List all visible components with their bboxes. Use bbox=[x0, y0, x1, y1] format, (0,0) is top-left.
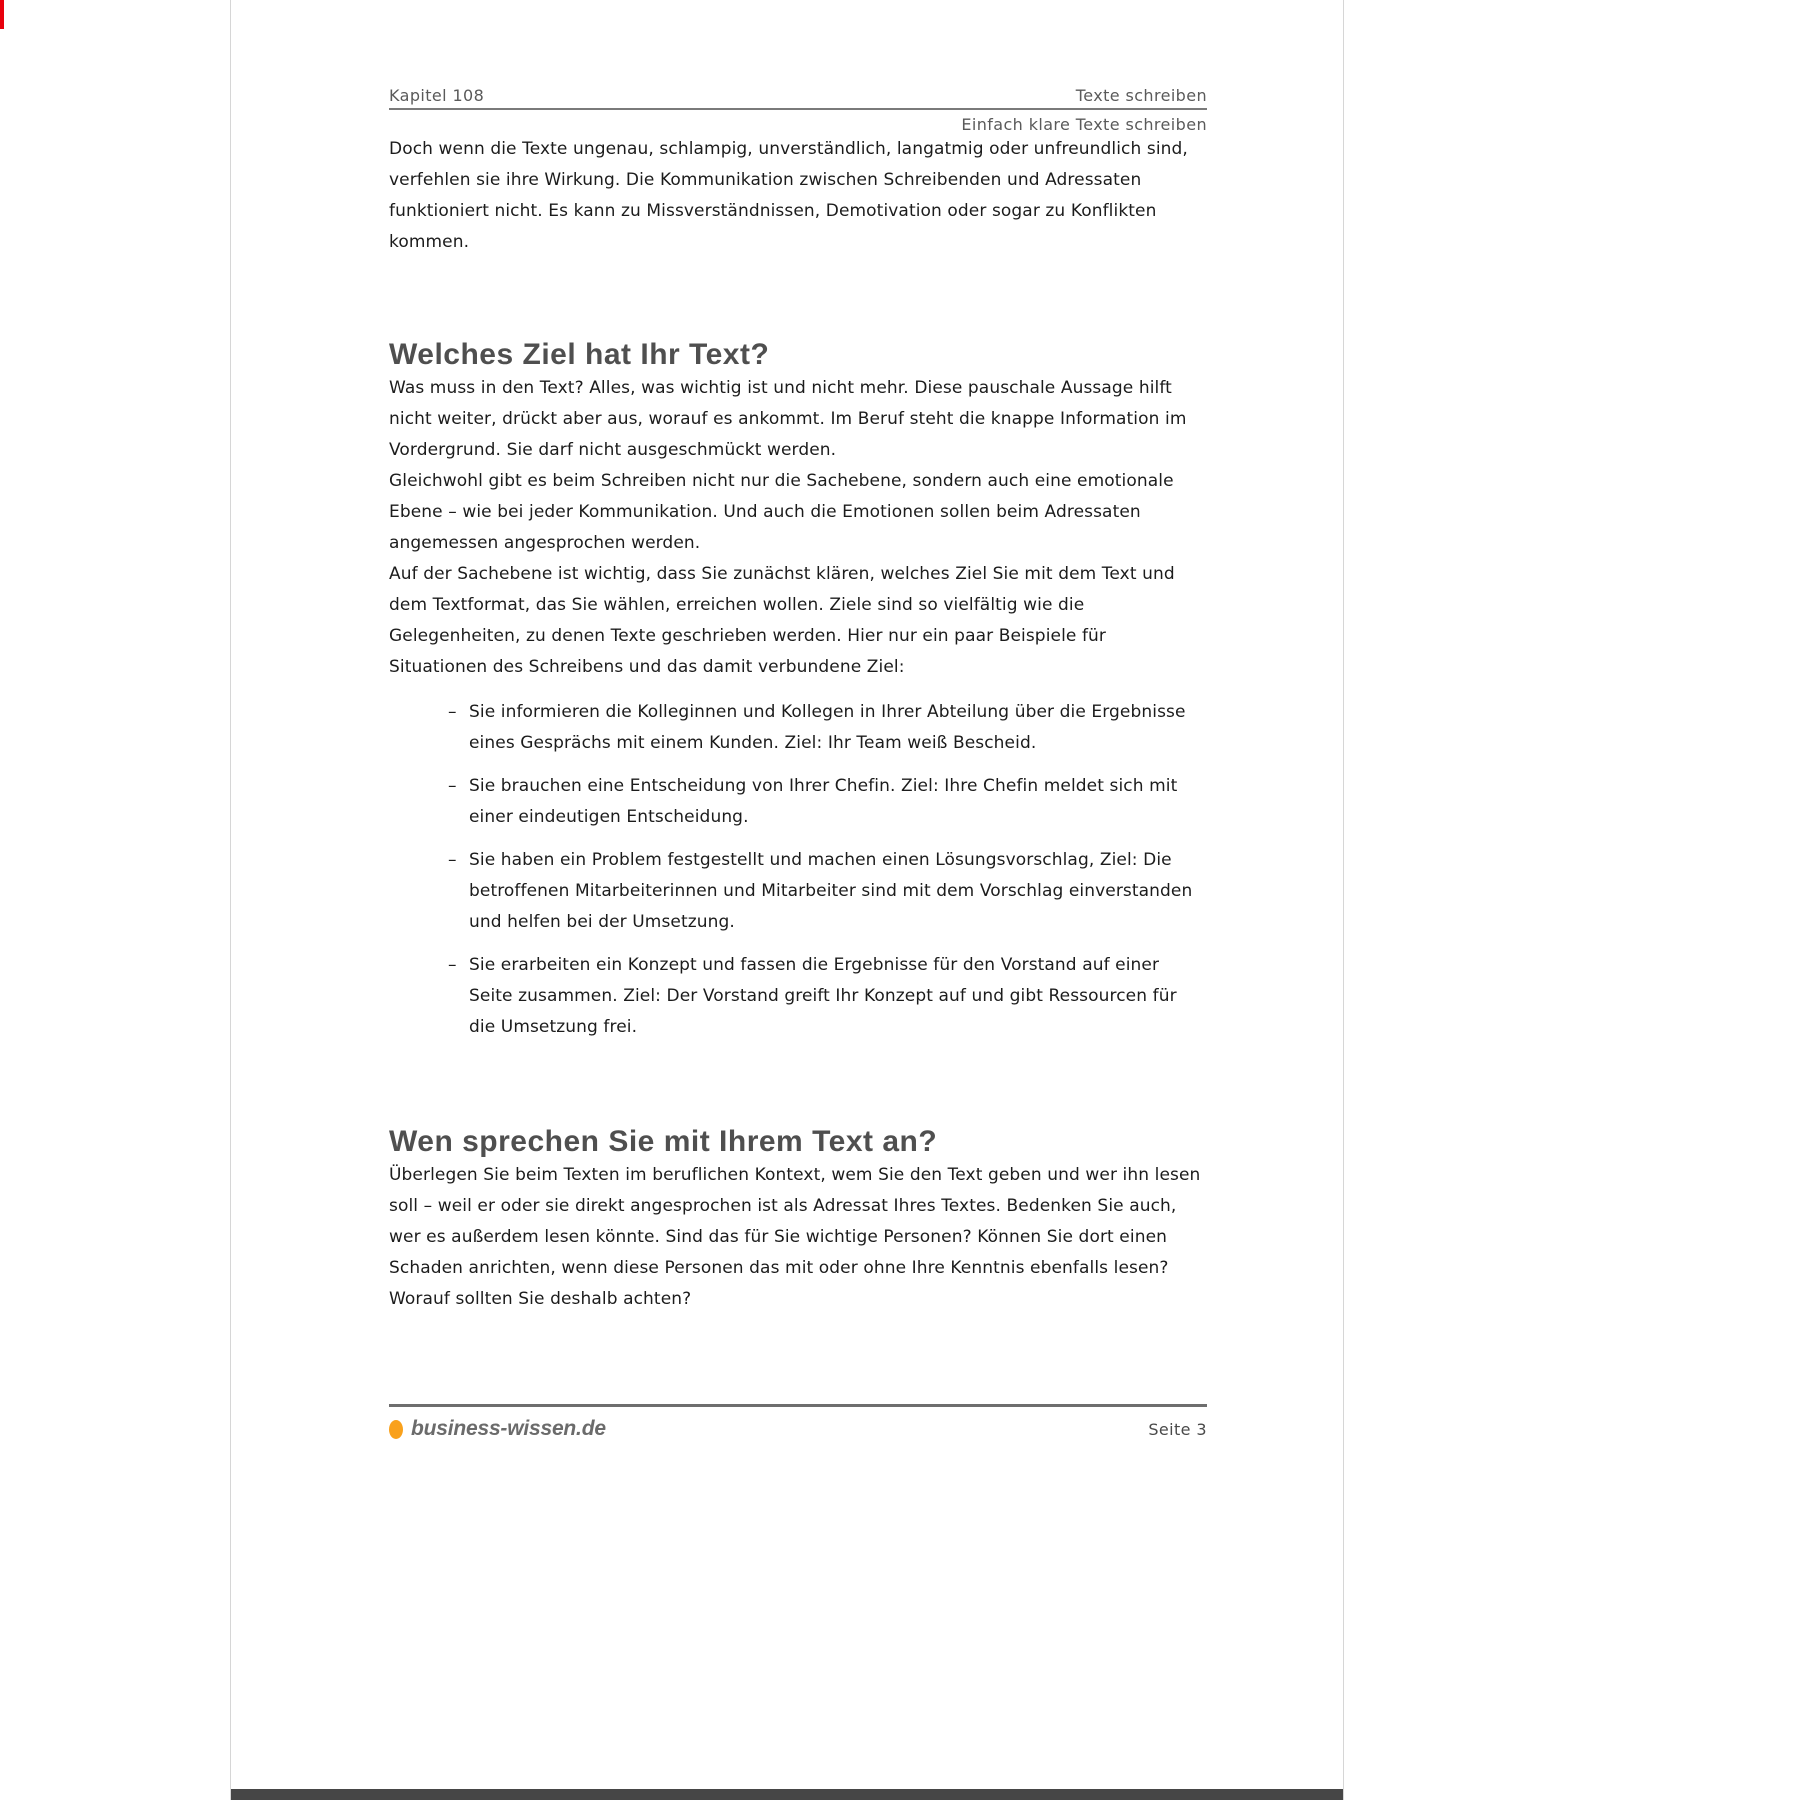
document-page bbox=[230, 0, 1344, 1800]
page-content bbox=[389, 0, 1207, 1442]
bullet-list bbox=[389, 697, 1207, 1043]
header-chapter: Kapitel 108 bbox=[389, 86, 485, 105]
business-wissen-logo bbox=[389, 1417, 606, 1441]
page-header bbox=[389, 0, 1207, 134]
page-footer bbox=[389, 1404, 1207, 1442]
section-heading-audience: Wen sprechen Sie mit Ihrem Text an? bbox=[389, 1125, 938, 1158]
red-marker bbox=[0, 0, 4, 29]
header-subtitle: Einfach klare Texte schreiben bbox=[961, 115, 1207, 134]
dash-bullet-icon: – bbox=[448, 850, 457, 870]
logo-text: business-wissen.de bbox=[411, 1417, 606, 1440]
paragraph-audience: Überlegen Sie beim Texten im beruflichen Kontext, wem Sie den Text geben und wer ihn lesen soll – weil er oder sie direkt angesprochen ist als Adressat Ihres Textes. Bedenken Sie auch, wer es außerdem lesen könnte. Sind das für Sie wichtige Personen? Können Sie dort einen Schaden anrichten, wenn diese Personen das mit oder ohne Ihre Kenntnis ebenfalls lesen? Worauf sollten Sie deshalb achten? bbox=[389, 1165, 1201, 1309]
list-item bbox=[448, 697, 1207, 759]
paragraph-intro: Doch wenn die Texte ungenau, schlampig, unverständlich, langatmig oder unfreundlich sind, verfehlen sie ihre Wirkung. Die Kommunikation zwischen Schreibenden und Adressaten funktioniert nicht. Es kann zu Missverständnissen, Demotivation oder sogar zu Konflikten kommen. bbox=[389, 139, 1188, 252]
header-rule bbox=[389, 108, 1207, 110]
list-item bbox=[448, 771, 1207, 833]
paragraph-goal-3: Auf der Sachebene ist wichtig, dass Sie zunächst klären, welches Ziel Sie mit dem Text und dem Textformat, das Sie wählen, erreichen wollen. Ziele sind so vielfältig wie die Gelegenheiten, zu denen Texte geschrieben werden. Hier nur ein paar Beispiele für Situationen des Schreibens und das damit verbundene Ziel: bbox=[389, 564, 1175, 677]
dash-bullet-icon: – bbox=[448, 776, 457, 796]
paragraph-goal-2: Gleichwohl gibt es beim Schreiben nicht nur die Sachebene, sondern auch eine emotionale Ebene – wie bei jeder Kommunikation. Und auch die Emotionen sollen beim Adressaten angemessen angesprochen werden. bbox=[389, 471, 1174, 553]
list-item-text: Sie informieren die Kolleginnen und Kollegen in Ihrer Abteilung über die Ergebnisse eines Gesprächs mit einem Kunden. Ziel: Ihr Team weiß Bescheid. bbox=[469, 702, 1186, 753]
section-heading-goal: Welches Ziel hat Ihr Text? bbox=[389, 338, 770, 371]
header-title: Texte schreiben bbox=[1075, 86, 1207, 105]
list-item-text: Sie haben ein Problem festgestellt und machen einen Lösungsvorschlag, Ziel: Die betroffenen Mitarbeiterinnen und Mitarbeiter sind mit dem Vorschlag einverstanden und helfen bei der Umsetzung. bbox=[469, 850, 1193, 932]
list-item bbox=[448, 950, 1207, 1043]
dash-bullet-icon: – bbox=[448, 955, 457, 975]
page-bottom-edge bbox=[231, 1789, 1343, 1800]
dash-bullet-icon: – bbox=[448, 702, 457, 722]
orange-dot-icon bbox=[389, 1420, 403, 1439]
footer-rule bbox=[389, 1404, 1207, 1407]
page-number: Seite 3 bbox=[1148, 1419, 1207, 1439]
list-item bbox=[448, 845, 1207, 938]
list-item-text: Sie erarbeiten ein Konzept und fassen die Ergebnisse für den Vorstand auf einer Seite zusammen. Ziel: Der Vorstand greift Ihr Konzept auf und gibt Ressourcen für die Umsetzung frei. bbox=[469, 955, 1177, 1037]
list-item-text: Sie brauchen eine Entscheidung von Ihrer Chefin. Ziel: Ihre Chefin meldet sich mit einer eindeutigen Entscheidung. bbox=[469, 776, 1178, 827]
paragraph-goal-1: Was muss in den Text? Alles, was wichtig ist und nicht mehr. Diese pauschale Aussage hilft nicht weiter, drückt aber aus, worauf es ankommt. Im Beruf steht die knappe Information im Vordergrund. Sie darf nicht ausgeschmückt werden. bbox=[389, 378, 1187, 460]
